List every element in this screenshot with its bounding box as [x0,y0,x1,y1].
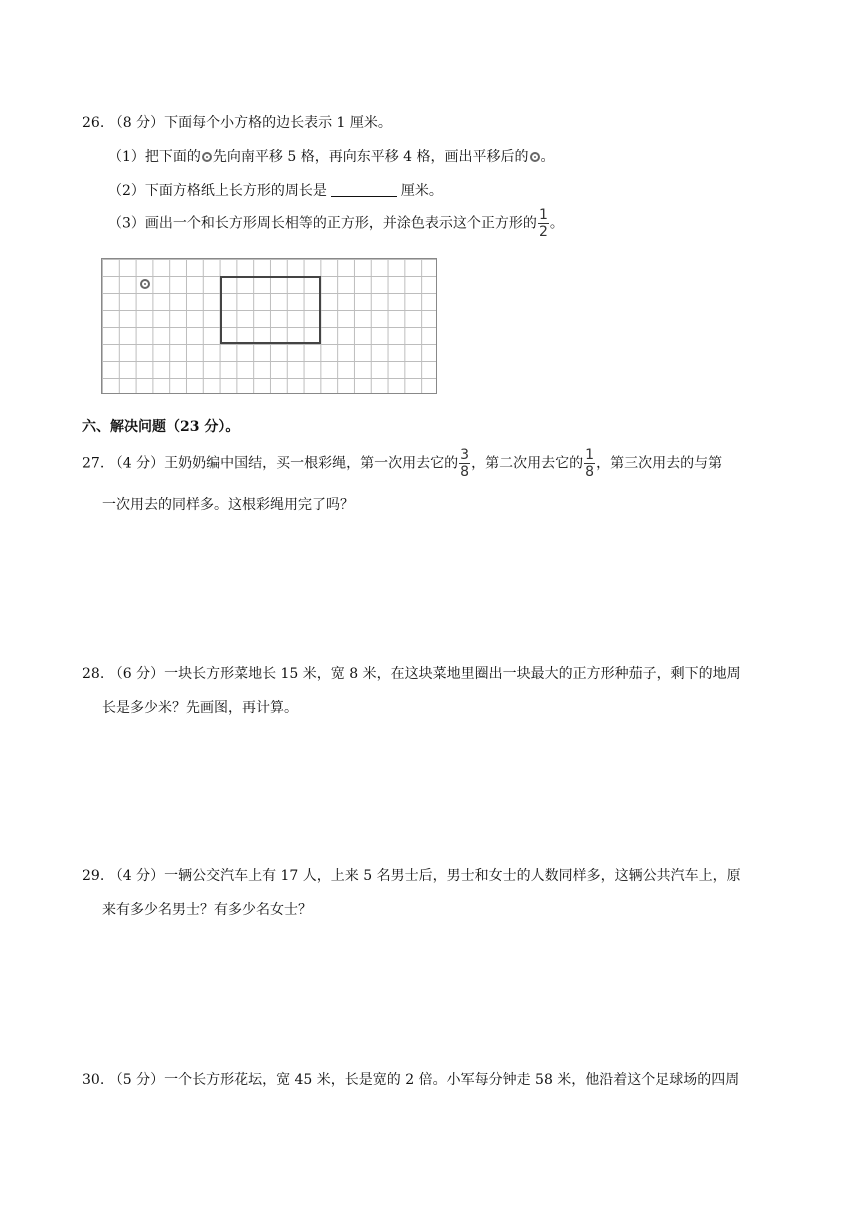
question-29-line-1 [82,865,741,885]
question-text: ，第三次用去的与第 [596,455,723,472]
question-number: 27. [82,455,105,472]
grid-rectangle [220,276,321,344]
question-number: 30. [82,1072,105,1088]
fraction-numerator: 1 [538,207,548,223]
bullseye-icon [202,152,212,162]
question-26-part-2 [108,180,443,200]
question-26-stem [82,112,392,132]
question-text: （5 分）一个长方形花坛，宽 45 米，长是宽的 2 倍。小军每分钟走 58 米，他沿着这个足球场的四周 [108,1072,740,1088]
part-text: （2）下面方格纸上长方形的周长是 [108,183,327,199]
fraction-denominator: 2 [538,224,548,240]
question-27-line-1 [82,448,722,479]
fraction-three-eighths [459,448,470,479]
part-text: 。 [540,149,555,165]
fraction-one-eighth [584,448,595,479]
square-grid-paper[interactable] [101,258,437,394]
question-28-line-1 [82,663,741,683]
question-28-line-2: 长是多少米？先画图，再计算。 [102,700,298,716]
fraction-numerator: 1 [585,447,595,463]
part-text: 。 [549,215,564,232]
question-text: （4 分）一辆公交汽车上有 17 人，上来 5 名男士后，男士和女士的人数同样多，这辆公共汽车上，原 [108,868,741,884]
question-text: ，第二次用去它的 [471,455,584,472]
question-26-part-3 [108,208,564,239]
bullseye-icon [530,152,540,162]
part-text: 厘米。 [400,183,443,199]
question-27-line-2: 一次用去的同样多。这根彩绳用完了吗？ [102,497,354,513]
fraction-denominator: 8 [460,464,470,480]
question-29-line-2: 来有多少名男士？有多少名女士？ [102,902,312,918]
question-26-part-1 [108,146,555,166]
fraction-one-half [538,208,549,239]
part-text: （1）把下面的 [108,149,201,165]
section-title: 六、解决问题（23 分）。 [82,419,240,435]
question-text: （8 分）下面每个小方格的边长表示 1 厘米。 [108,115,392,131]
part-text: 先向南平移 5 格，再向东平移 4 格，画出平移后的 [212,149,529,165]
question-30-line-1 [82,1069,739,1089]
part-text: （3）画出一个和长方形周长相等的正方形，并涂色表示这个正方形的 [108,215,537,232]
question-text: （6 分）一块长方形菜地长 15 米，宽 8 米，在这块菜地里圈出一块最大的正方形种茄子，剩下的地周 [108,666,741,682]
question-number: 28. [82,666,105,682]
answer-blank[interactable] [331,182,397,197]
question-text: （4 分）王奶奶编中国结，买一根彩绳，第一次用去它的 [108,455,459,472]
fraction-numerator: 3 [460,447,470,463]
fraction-denominator: 8 [585,464,595,480]
question-number: 29. [82,868,105,884]
question-number: 26. [82,115,105,131]
bullseye-icon [140,279,150,289]
